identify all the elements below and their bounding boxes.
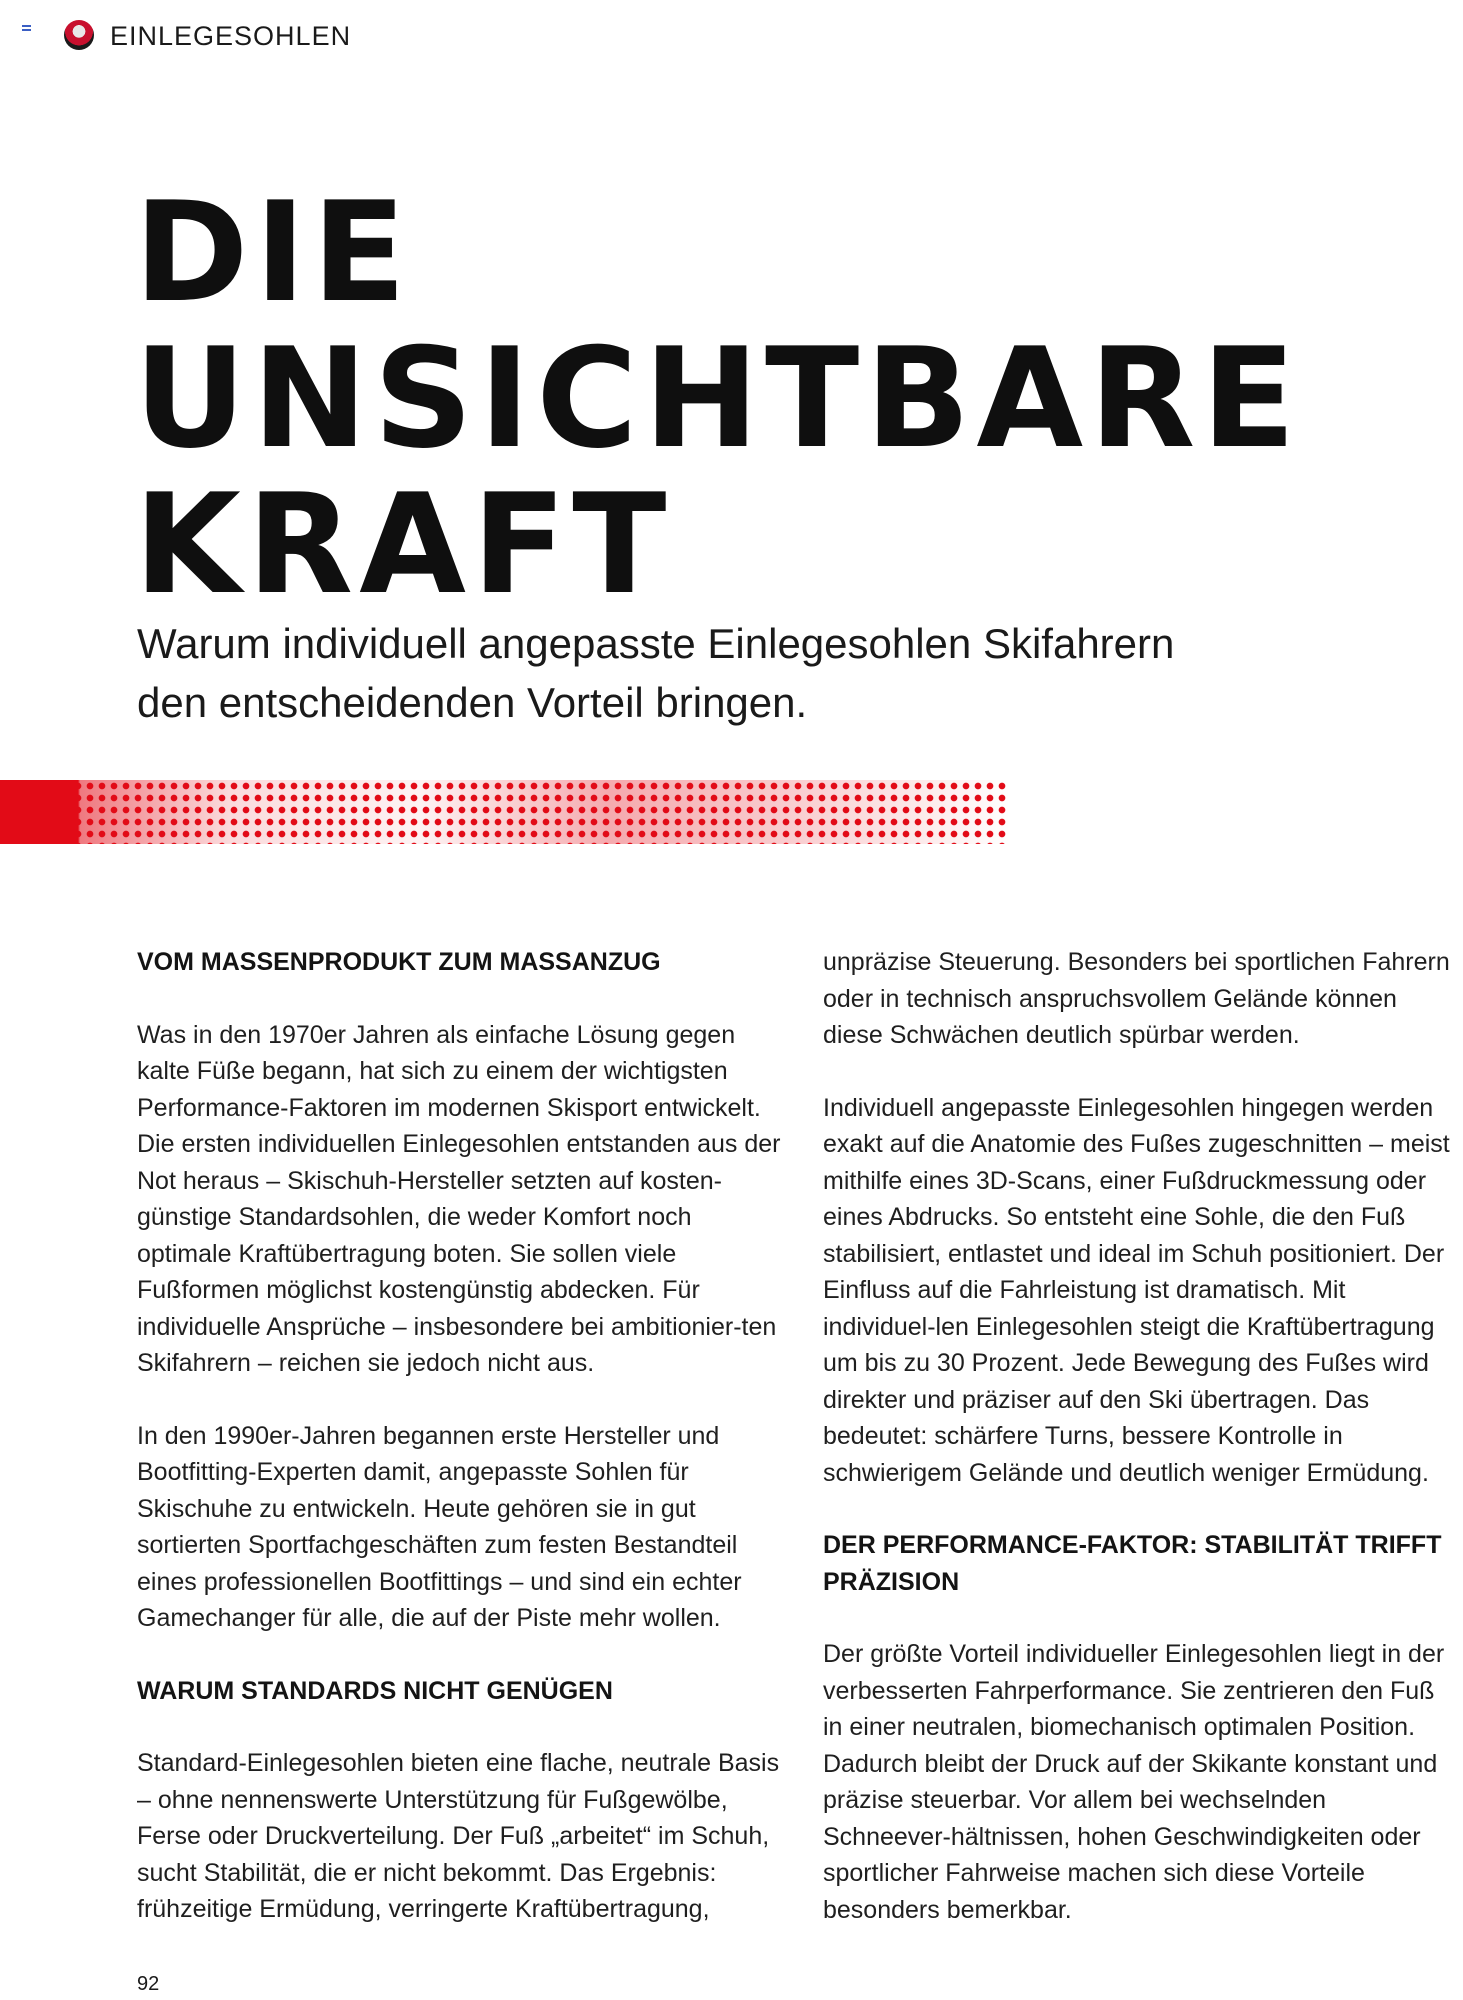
section-label: EINLEGESOHLEN bbox=[110, 21, 352, 51]
page-title bbox=[134, 172, 1384, 625]
red-halftone-stripe bbox=[0, 780, 1010, 844]
subtitle-line-2: den entscheidenden Vorteil bringen. bbox=[137, 679, 808, 726]
paragraph-individuell: Individuell angepasste Einlegesohlen hingegen werden exakt auf die Anatomie des Fußes zugeschnitten – meist mithilfe eines 3D-Scans, einer Fußdruckmessung oder eines Abdrucks. So entsteht eine Sohle, die den Fuß stabilisiert, entlastet und ideal im Schuh positioniert. Der Einfluss auf die Fahrleistung ist dramatisch. Mit individuel-len Einlegesohlen steigt die Kraftübertragung um bis zu 30 Prozent. Jede Bewegung des Fußes wird direkter und präziser auf den Ski übertragen. Das bedeutet: schärfere Turns, bessere Kontrolle in schwierigem Gelände und deutlich weniger Ermüdung. bbox=[823, 1093, 1450, 1487]
subtitle bbox=[137, 614, 1287, 732]
heading-massenprodukt: VOM MASSENPRODUKT ZUM MASSANZUG bbox=[137, 948, 661, 976]
subtitle-line-1: Warum individuell angepasste Einlegesohlen Skifahrern bbox=[137, 620, 1175, 667]
menu-icon[interactable] bbox=[22, 25, 31, 33]
paragraph-1970er: Was in den 1970er Jahren als einfache Lösung gegen kalte Füße begann, hat sich zu einem der wichtigsten Performance-Faktoren im modernen Skisport entwickelt. Die ersten individuellen Einlegesohlen entstanden aus der Not heraus – Skischuh-Hersteller setzten auf kosten-günstige Standardsohlen, die weder Komfort noch optimale Kraftübertragung boten. Sie sollen viele Fußformen möglichst kostengünstig abdecken. Für individuelle Ansprüche – insbesondere bei ambitionier-ten Skifahrern – reichen sie jedoch nicht aus. bbox=[137, 1020, 781, 1377]
paragraph-vorteil: Der größte Vorteil individueller Einlegesohlen liegt in der verbesserten Fahrperformance. Sie zentrieren den Fuß in einer neutralen, biomechanisch optimalen Position. Dadurch bleibt der Druck auf der Skikante konstant und präzise steuerbar. Vor allem bei wechselnden Schneever-hältnissen, hohen Geschwindigkeiten oder sportlicher Fahrweise machen sich diese Vorteile besonders bemerkbar. bbox=[823, 1640, 1445, 1924]
paragraph-standard-einlegesohlen: Standard-Einlegesohlen bieten eine flache, neutrale Basis – ohne nennenswerte Unterstützung für Fußgewölbe, Ferse oder Druckverteilung. Der Fuß „arbeitet“ im Schuh, sucht Stabilität, die er nicht bekommt. Das Ergebnis: frühzeitige Ermüdung, verringerte Kraftübertragung, bbox=[137, 1749, 780, 1923]
title-line-1: DIE bbox=[134, 172, 413, 333]
heading-performance-faktor: DER PERFORMANCE-FAKTOR: STABILITÄT TRIFFT PRÄZISION bbox=[823, 1531, 1442, 1596]
paragraph-unpraezise: unpräzise Steuerung. Besonders bei sportlichen Fahrern oder in technisch anspruchsvollem Gelände können diese Schwächen deutlich spürbar werden. bbox=[823, 948, 1450, 1049]
page-number: 92 bbox=[137, 1973, 160, 1995]
title-line-2: UNSICHTBARE bbox=[134, 318, 1302, 479]
paragraph-1990er: In den 1990er-Jahren begannen erste Hersteller und Bootfitting-Experten damit, angepasste Sohlen für Skischuhe zu entwickeln. Heute gehören sie in gut sortierten Sportfachgeschäften zum festen Bestandteil eines professionellen Bootfittings – und sind ein echter Gamechanger für alle, die auf der Piste mehr wollen. bbox=[137, 1421, 742, 1632]
red-round-brand-logo-icon bbox=[64, 20, 94, 50]
right-column bbox=[823, 944, 1458, 1964]
left-column bbox=[137, 944, 787, 1964]
heading-standards: WARUM STANDARDS NICHT GENÜGEN bbox=[137, 1676, 613, 1705]
title-line-3: KRAFT bbox=[134, 464, 673, 625]
